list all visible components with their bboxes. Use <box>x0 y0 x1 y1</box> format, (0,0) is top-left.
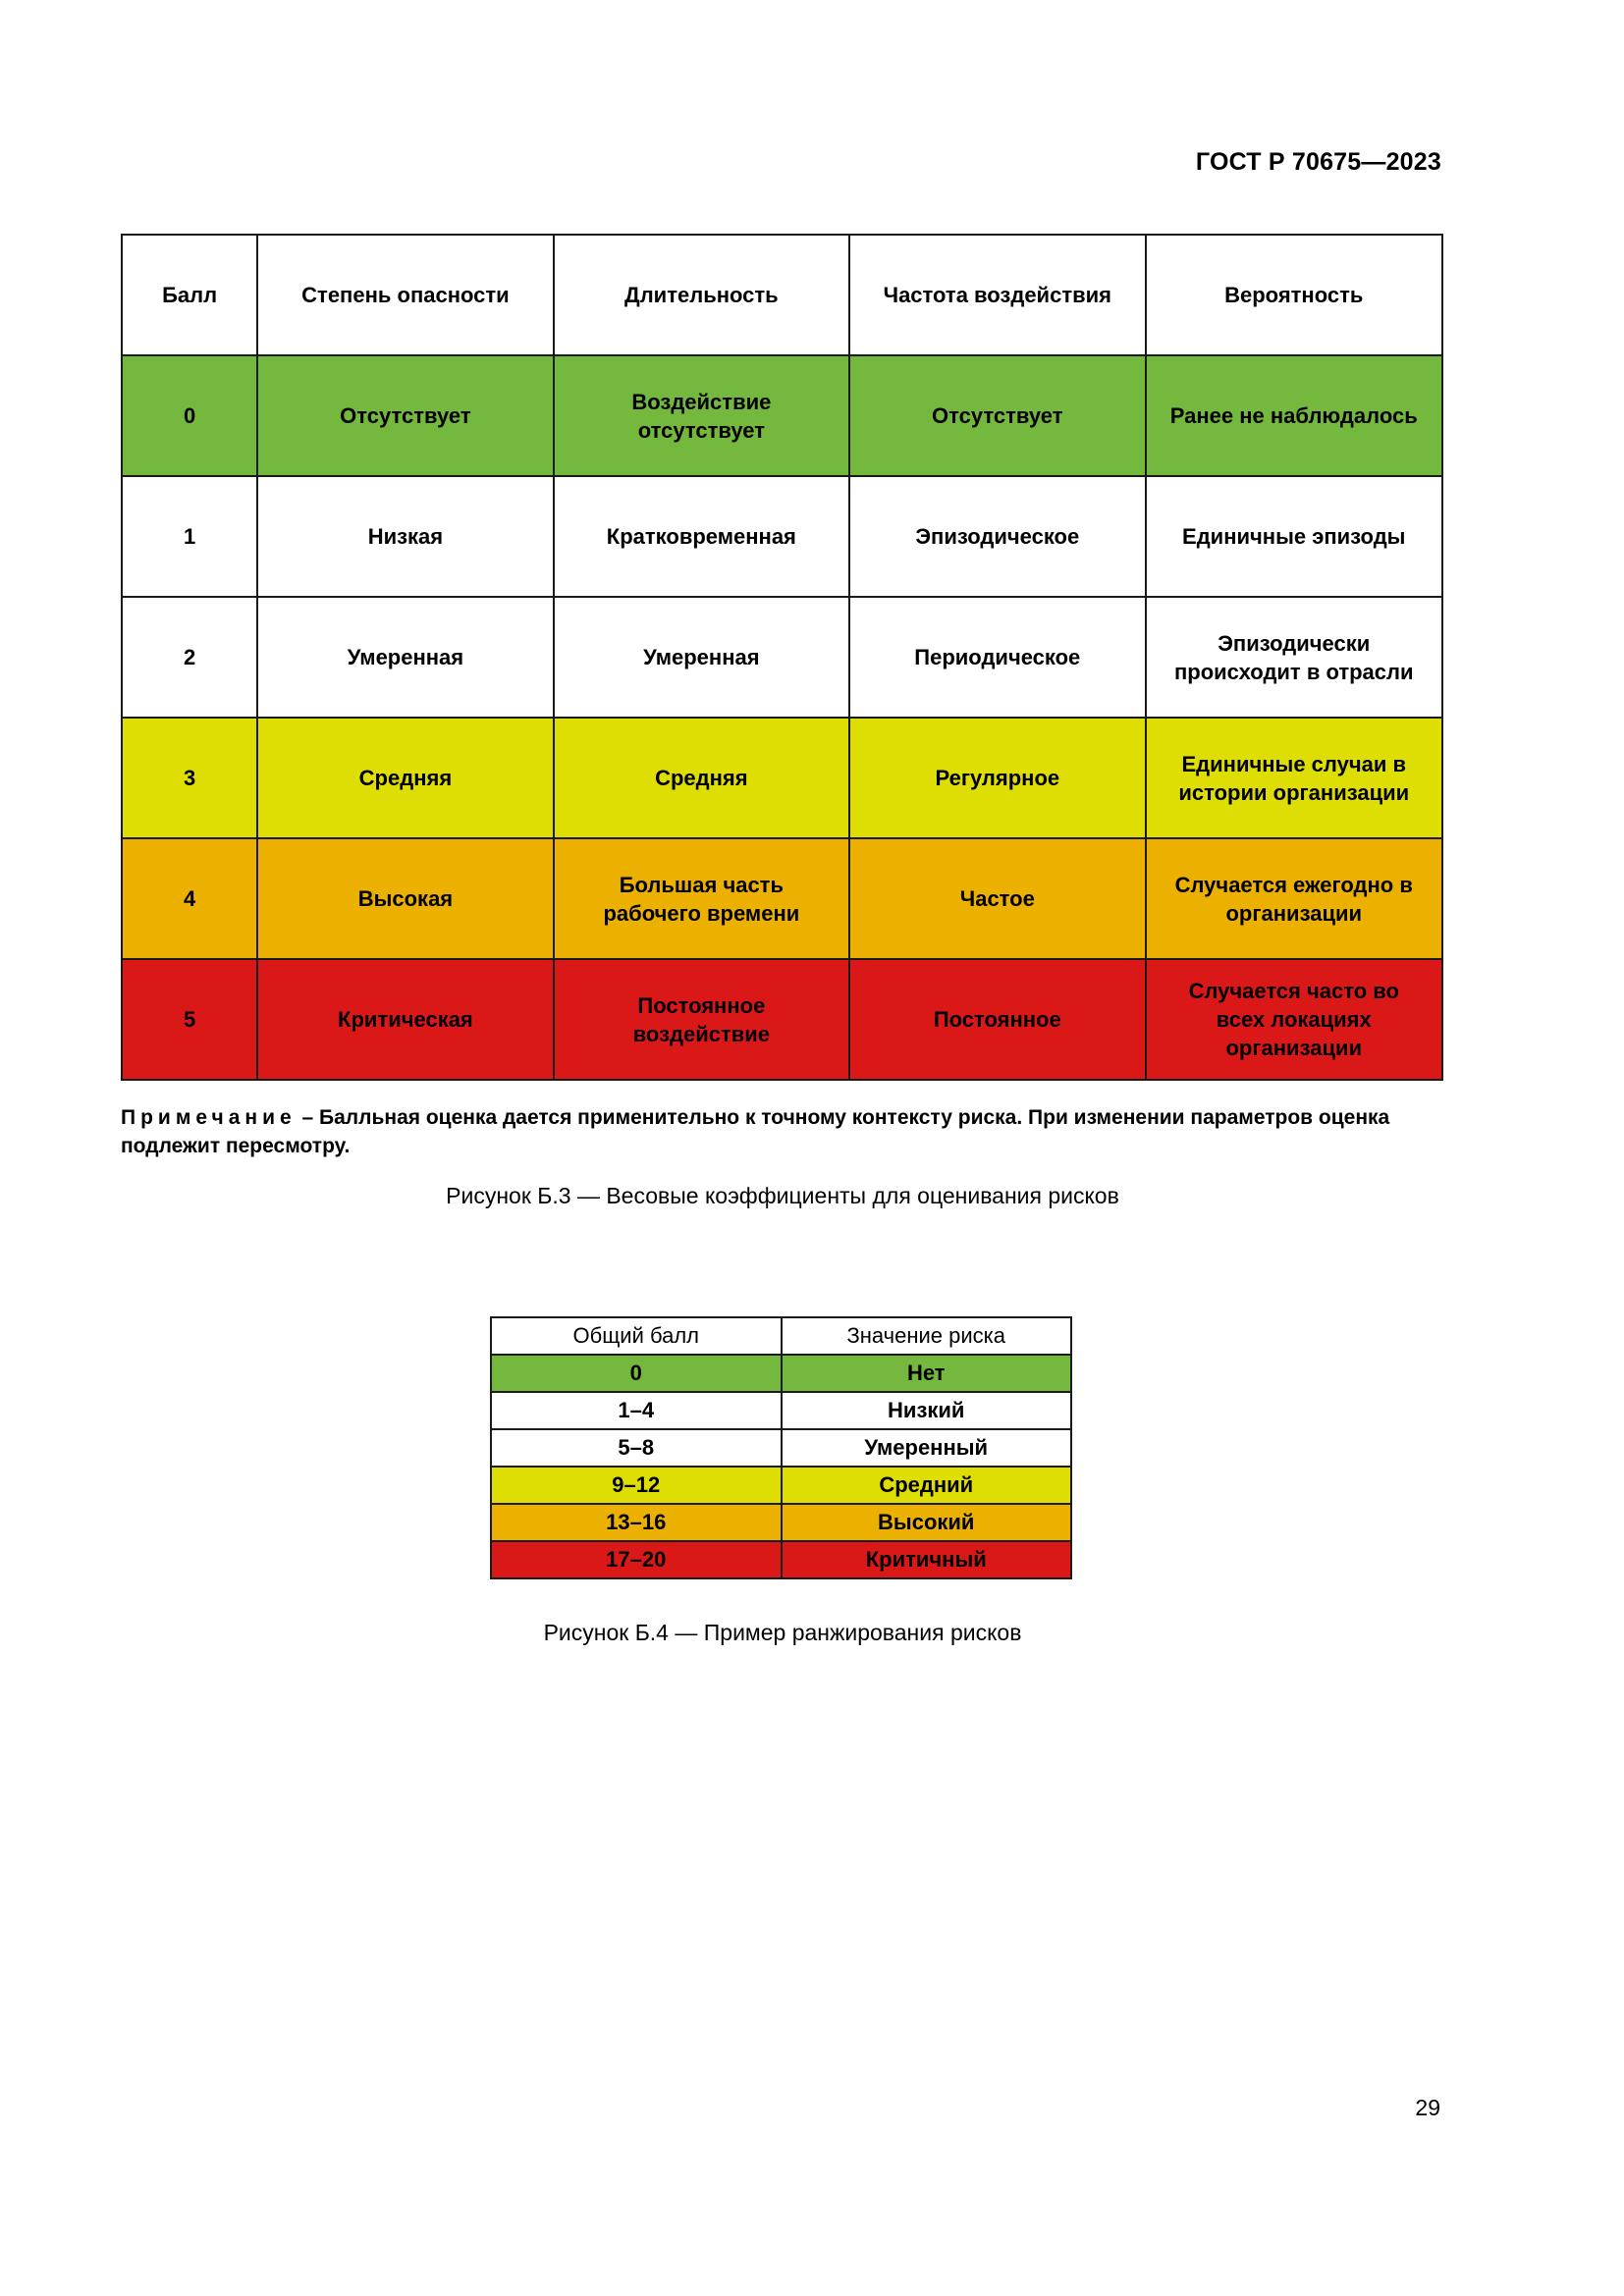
table-row <box>491 1541 1071 1578</box>
total-score-cell: 9–12 <box>491 1467 782 1504</box>
duration-cell: Кратковременная <box>554 476 849 597</box>
severity-cell: Отсутствует <box>257 355 553 476</box>
table-row <box>491 1504 1071 1541</box>
page-number: 29 <box>1415 2095 1440 2120</box>
column-header-score: Балл <box>122 235 257 355</box>
duration-cell: Постоянное воздействие <box>554 959 849 1080</box>
total-score-cell: 5–8 <box>491 1429 782 1467</box>
note-label: Примечание <box>121 1106 297 1129</box>
column-header-risk-value: Значение риска <box>782 1317 1072 1355</box>
score-cell: 4 <box>122 838 257 959</box>
duration-cell: Воздействие отсутствует <box>554 355 849 476</box>
table-row <box>491 1467 1071 1504</box>
severity-cell: Высокая <box>257 838 553 959</box>
note-text: – Балльная оценка дается применительно к точному контексту риска. При изменении параметров оценка подлежит пересмотру. <box>121 1106 1390 1157</box>
frequency-cell: Постоянное <box>849 959 1145 1080</box>
frequency-cell: Отсутствует <box>849 355 1145 476</box>
risk-value-cell: Умеренный <box>782 1429 1072 1467</box>
probability-cell: Случается часто во всех локациях организации <box>1146 959 1442 1080</box>
table-note <box>121 1103 1446 1160</box>
risk-value-cell: Нет <box>782 1355 1072 1392</box>
document-code: ГОСТ Р 70675—2023 <box>1195 148 1441 176</box>
risk-value-cell: Критичный <box>782 1541 1072 1578</box>
risk-value-cell: Высокий <box>782 1504 1072 1541</box>
total-score-cell: 0 <box>491 1355 782 1392</box>
table-row <box>122 718 1442 838</box>
probability-cell: Единичные случаи в истории организации <box>1146 718 1442 838</box>
probability-cell: Единичные эпизоды <box>1146 476 1442 597</box>
column-header-severity: Степень опасности <box>257 235 553 355</box>
risk-ranking-table <box>490 1316 1072 1579</box>
duration-cell: Средняя <box>554 718 849 838</box>
score-cell: 2 <box>122 597 257 718</box>
table-row <box>122 959 1442 1080</box>
total-score-cell: 13–16 <box>491 1504 782 1541</box>
severity-cell: Низкая <box>257 476 553 597</box>
frequency-cell: Периодическое <box>849 597 1145 718</box>
score-cell: 5 <box>122 959 257 1080</box>
severity-cell: Средняя <box>257 718 553 838</box>
figure-caption-b3: Рисунок Б.3 — Весовые коэффициенты для оценивания рисков <box>446 1183 1119 1208</box>
duration-cell: Умеренная <box>554 597 849 718</box>
figure-caption-b4: Рисунок Б.4 — Пример ранжирования рисков <box>543 1620 1022 1645</box>
column-header-frequency: Частота воздействия <box>849 235 1145 355</box>
frequency-cell: Частое <box>849 838 1145 959</box>
frequency-cell: Регулярное <box>849 718 1145 838</box>
table-row <box>491 1355 1071 1392</box>
duration-cell: Большая часть рабочего времени <box>554 838 849 959</box>
table-row <box>122 597 1442 718</box>
table-header-row <box>491 1317 1071 1355</box>
probability-cell: Ранее не наблюдалось <box>1146 355 1442 476</box>
table-header-row <box>122 235 1442 355</box>
table-row <box>122 838 1442 959</box>
total-score-cell: 1–4 <box>491 1392 782 1429</box>
severity-cell: Умеренная <box>257 597 553 718</box>
column-header-total-score: Общий балл <box>491 1317 782 1355</box>
table-row <box>122 355 1442 476</box>
risk-value-cell: Средний <box>782 1467 1072 1504</box>
column-header-duration: Длительность <box>554 235 849 355</box>
frequency-cell: Эпизодическое <box>849 476 1145 597</box>
column-header-probability: Вероятность <box>1146 235 1442 355</box>
table-row <box>491 1392 1071 1429</box>
risk-weights-table <box>121 234 1443 1081</box>
score-cell: 1 <box>122 476 257 597</box>
probability-cell: Эпизодически происходит в отрасли <box>1146 597 1442 718</box>
score-cell: 0 <box>122 355 257 476</box>
total-score-cell: 17–20 <box>491 1541 782 1578</box>
severity-cell: Критическая <box>257 959 553 1080</box>
risk-value-cell: Низкий <box>782 1392 1072 1429</box>
probability-cell: Случается ежегодно в организации <box>1146 838 1442 959</box>
score-cell: 3 <box>122 718 257 838</box>
table-row <box>491 1429 1071 1467</box>
table-row <box>122 476 1442 597</box>
